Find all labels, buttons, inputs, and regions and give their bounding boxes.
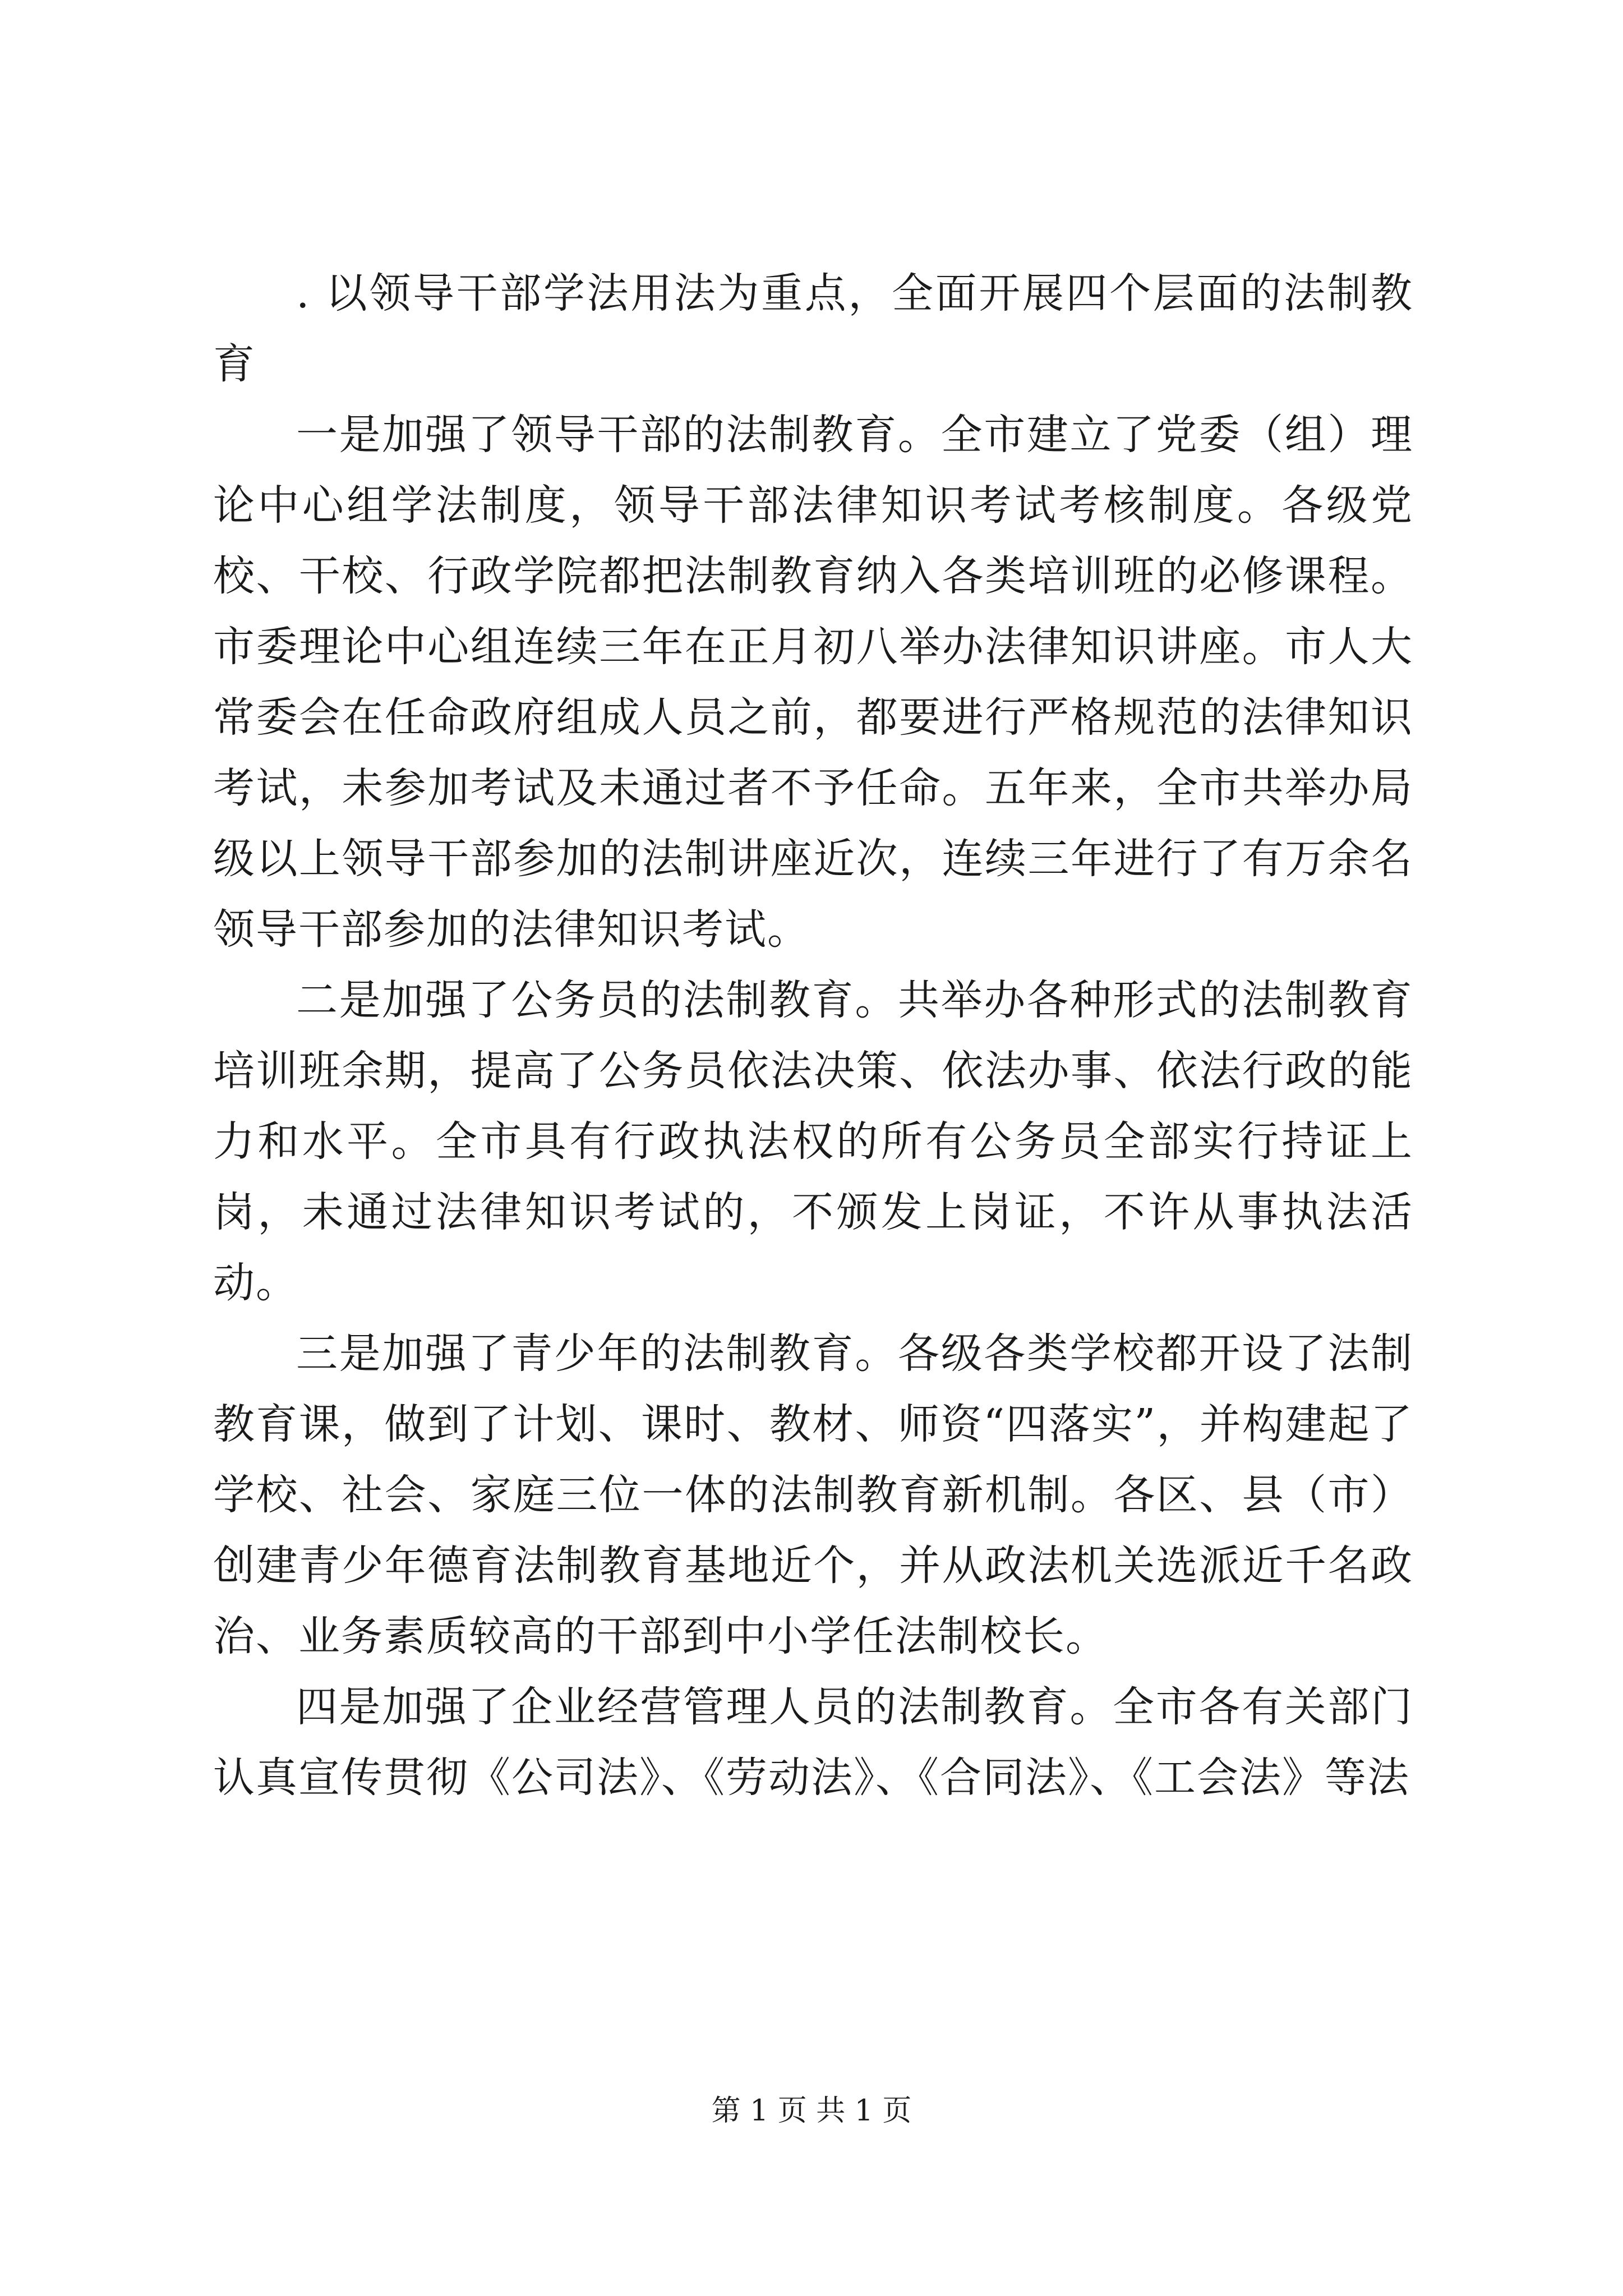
page-footer: 第 1 页 共 1 页 [711, 2094, 912, 2128]
document-body [213, 258, 1413, 1813]
paragraph-leaders: 一是加强了领导干部的法制教育。全市建立了党委（组）理论中心组学法制度，领导干部法律知识考试考核制度。各级党校、干校、行政学院都把法制教育纳入各类培训班的必修课程。市委理论中心组连续三年在正月初八举办法律知识讲座。市人大常委会在任命政府组成人员之前，都要进行严格规范的法律知识考试，未参加考试及未通过者不予任命。五年来，全市共举办局级以上领导干部参加的法制讲座近次，连续三年进行了有万余名领导干部参加的法律知识考试。 [213, 411, 1413, 954]
paragraph-youth: 三是加强了青少年的法制教育。各级各类学校都开设了法制教育课，做到了计划、课时、教材、师资“四落实”，并构建起了学校、社会、家庭三位一体的法制教育新机制。各区、县（市）创建青少年德育法制教育基地近个，并从政法机关选派近千名政治、业务素质较高的干部到中小学任法制校长。 [213, 1329, 1413, 1660]
section-heading: . 以领导干部学法用法为重点，全面开展四个层面的法制教育 [213, 269, 1413, 388]
paragraph-civil-servants: 二是加强了公务员的法制教育。共举办各种形式的法制教育培训班余期，提高了公务员依法决策、依法办事、依法行政的能力和水平。全市具有行政执法权的所有公务员全部实行持证上岗，未通过法律知识考试的，不颁发上岗证，不许从事执法活动。 [213, 976, 1413, 1307]
paragraph-enterprise: 四是加强了企业经营管理人员的法制教育。全市各有关部门认真宣传贯彻《公司法》、《劳动法》、《合同法》、《工会法》等法 [213, 1683, 1413, 1802]
